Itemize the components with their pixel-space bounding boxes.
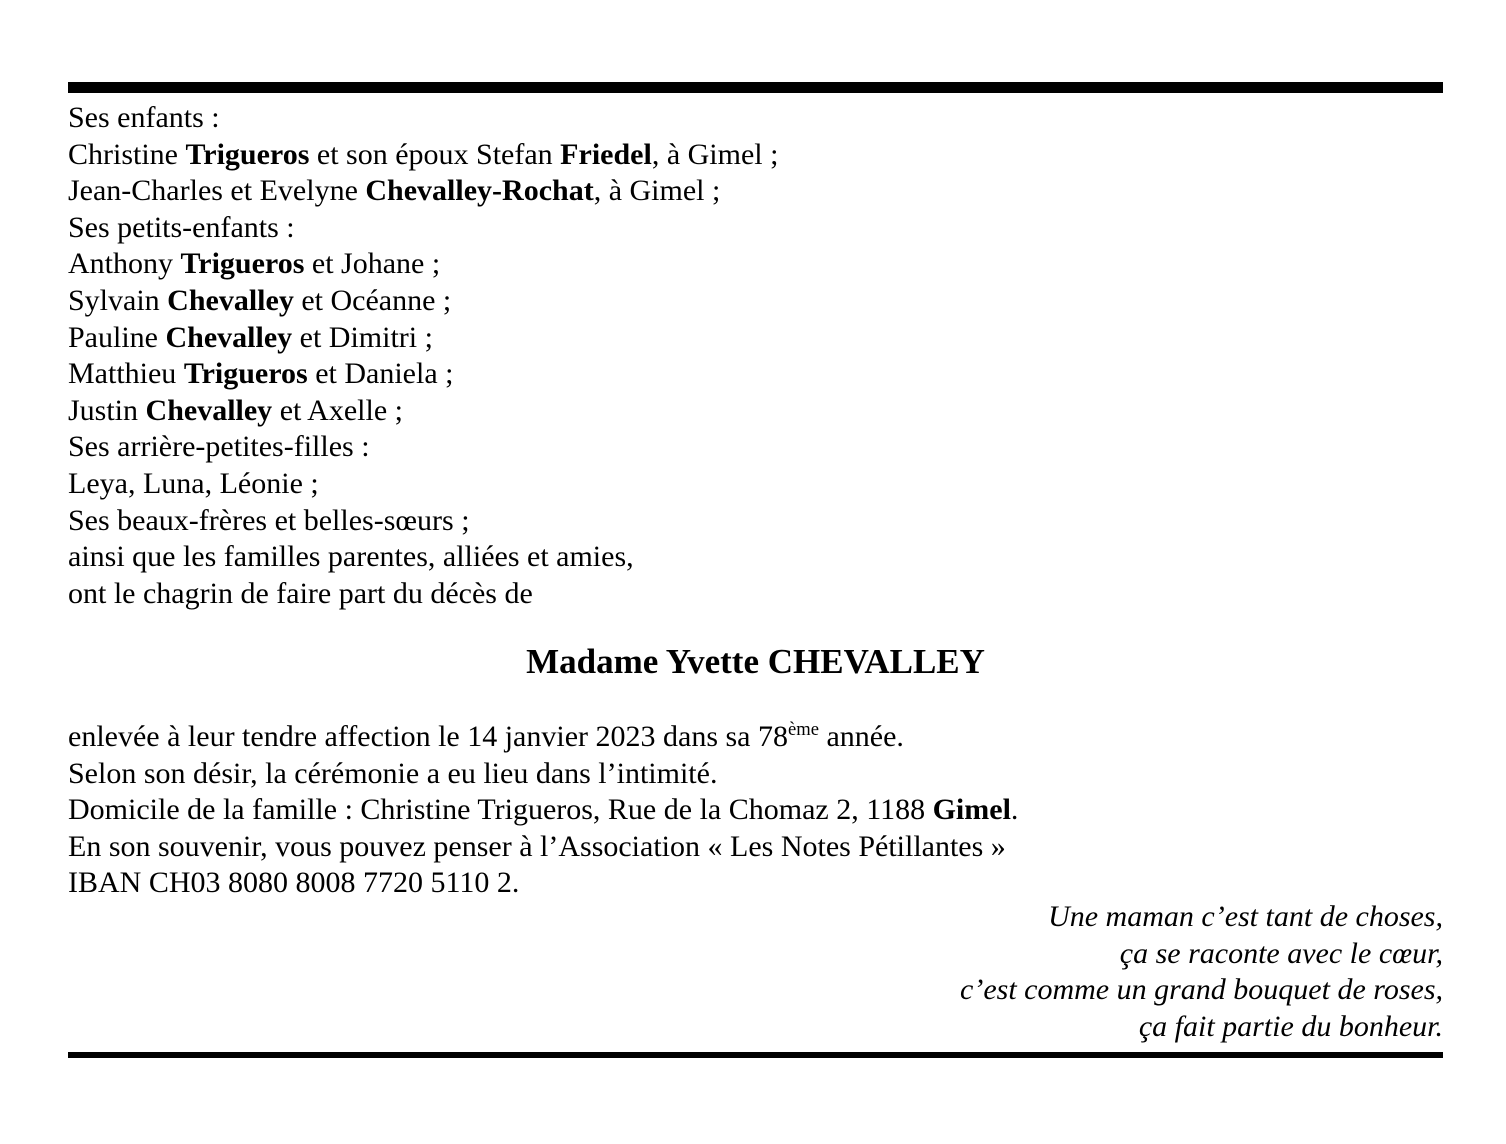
poem-line: Une maman c’est tant de choses, (1048, 900, 1443, 933)
poem-line: c’est comme un grand bouquet de roses, (960, 973, 1443, 1007)
details-line: En son souvenir, vous pouvez penser à l’Association « Les Notes Pétillantes » (68, 829, 1006, 863)
poem-line: ça fait partie du bonheur. (1138, 1009, 1443, 1043)
details-line: Selon son désir, la cérémonie a eu lieu dans l’intimité. (68, 756, 718, 790)
family-line: Jean-Charles et Evelyne Chevalley-Rochat, à Gimel ; (68, 174, 721, 208)
family-line: Pauline Chevalley et Dimitri ; (68, 320, 433, 354)
bottom-rule (68, 1052, 1443, 1058)
family-line: Ses enfants : (68, 101, 220, 134)
top-rule (68, 82, 1443, 93)
deceased-name: Madame Yvette CHEVALLEY (526, 642, 985, 681)
family-line: Christine Trigueros et son époux Stefan Friedel, à Gimel ; (68, 137, 779, 171)
family-line: Anthony Trigueros et Johane ; (68, 247, 441, 281)
poem (68, 899, 1443, 1045)
poem-line: ça se raconte avec le cœur, (1119, 936, 1443, 970)
family-line: Sylvain Chevalley et Océanne ; (68, 283, 452, 317)
family-line: Leya, Luna, Léonie ; (68, 466, 319, 500)
family-line: Ses beaux-frères et belles-sœurs ; (68, 503, 470, 537)
family-line: Ses arrière-petites-filles : (68, 430, 370, 464)
family-list (68, 100, 1443, 612)
details-line: Domicile de la famille : Christine Trigueros, Rue de la Chomaz 2, 1188 Gimel. (68, 793, 1019, 827)
details-list (68, 719, 1443, 902)
family-line: ont le chagrin de faire part du décès de (68, 576, 533, 610)
family-line: Justin Chevalley et Axelle ; (68, 393, 403, 427)
family-line: ainsi que les familles parentes, alliées et amies, (68, 540, 634, 574)
details-line: enlevée à leur tendre affection le 14 janvier 2023 dans sa 78ème année. (68, 719, 904, 753)
family-line: Ses petits-enfants : (68, 210, 295, 244)
details-line: IBAN CH03 8080 8008 7720 5110 2. (68, 866, 520, 900)
family-line: Matthieu Trigueros et Daniela ; (68, 357, 454, 391)
